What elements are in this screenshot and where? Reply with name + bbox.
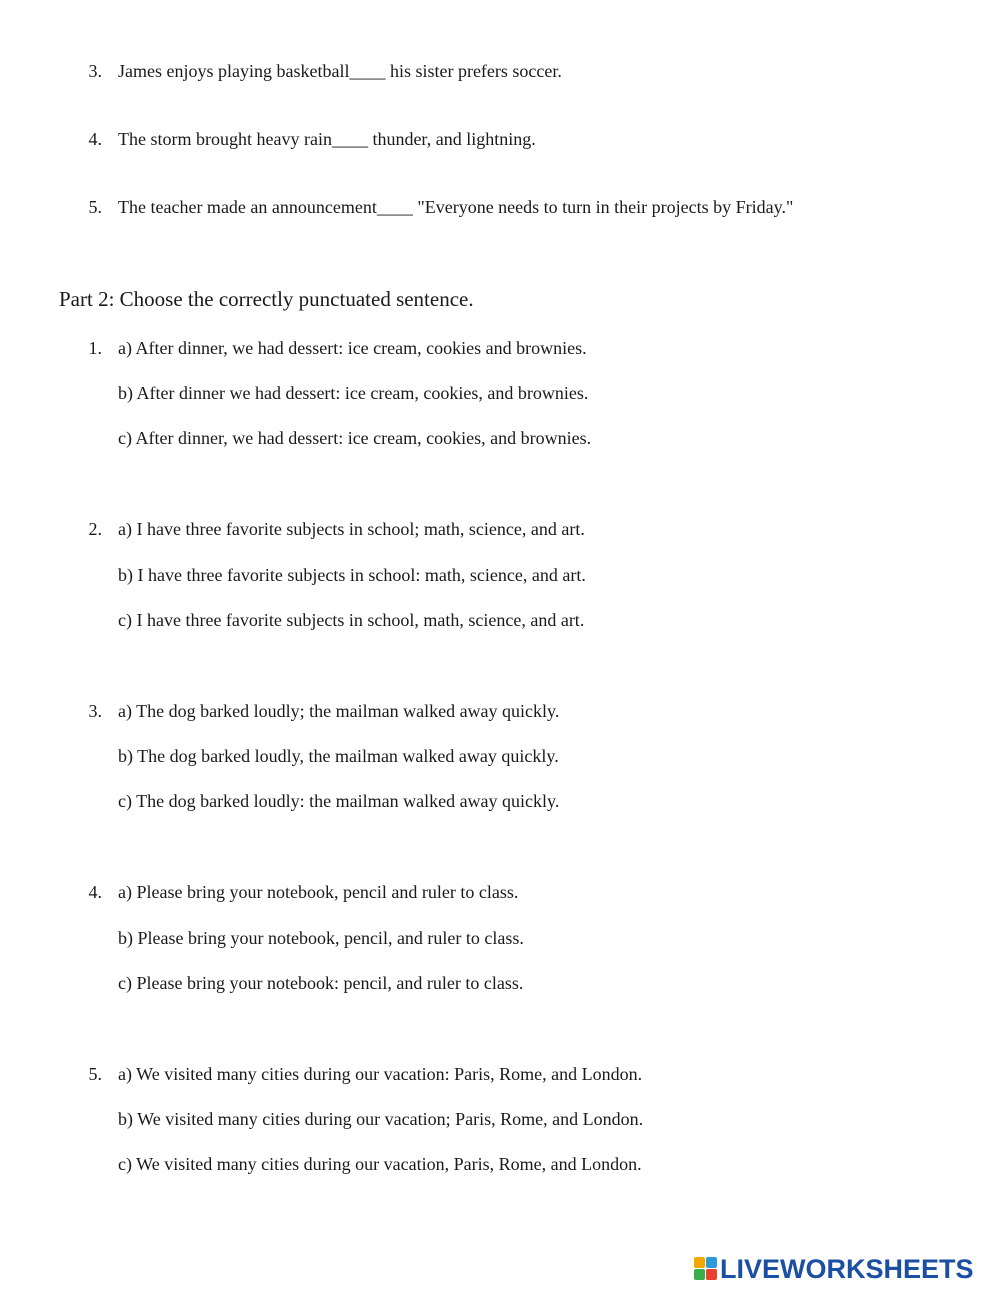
answer-option[interactable]: c) The dog barked loudly: the mailman walked away quickly. <box>118 791 560 811</box>
liveworksheets-logo-icon <box>694 1257 718 1281</box>
answer-option[interactable]: c) Please bring your notebook: pencil, and ruler to class. <box>118 973 524 993</box>
answer-option[interactable]: b) After dinner we had dessert: ice cream, cookies, and brownies. <box>118 383 589 403</box>
answer-option[interactable]: b) We visited many cities during our vacation; Paris, Rome, and London. <box>118 1109 644 1129</box>
answer-option[interactable]: a) The dog barked loudly; the mailman walked away quickly. <box>118 701 560 721</box>
answer-option[interactable]: c) We visited many cities during our vacation, Paris, Rome, and London. <box>118 1154 642 1174</box>
answer-option[interactable]: a) We visited many cities during our vacation: Paris, Rome, and London. <box>118 1064 643 1084</box>
item-number: 4. <box>88 129 102 149</box>
answer-option[interactable]: c) After dinner, we had dessert: ice cream, cookies, and brownies. <box>118 428 592 448</box>
answer-option[interactable]: b) The dog barked loudly, the mailman walked away quickly. <box>118 746 559 766</box>
item-text: The teacher made an announcement____ "Everyone needs to turn in their projects by Friday." <box>118 197 794 217</box>
item-text: James enjoys playing basketball____ his sister prefers soccer. <box>118 61 562 81</box>
logo-square-icon <box>694 1257 705 1268</box>
section-heading: Part 2: Choose the correctly punctuated sentence. <box>59 287 474 311</box>
answer-option[interactable]: c) I have three favorite subjects in school, math, science, and art. <box>118 610 585 630</box>
question-number: 3. <box>88 701 102 721</box>
answer-option[interactable]: a) Please bring your notebook, pencil and ruler to class. <box>118 882 519 902</box>
item-number: 3. <box>88 61 102 81</box>
answer-option[interactable]: b) Please bring your notebook, pencil, and ruler to class. <box>118 928 524 948</box>
logo-square-icon <box>706 1269 717 1280</box>
logo-text: LIVEWORKSHEETS <box>720 1254 974 1284</box>
liveworksheets-logo <box>694 1256 974 1282</box>
answer-option[interactable]: a) I have three favorite subjects in school; math, science, and art. <box>118 519 585 539</box>
question-number: 2. <box>88 519 102 539</box>
item-text: The storm brought heavy rain____ thunder, and lightning. <box>118 129 536 149</box>
question-number: 4. <box>88 882 102 902</box>
logo-square-icon <box>706 1257 717 1268</box>
answer-option[interactable]: a) After dinner, we had dessert: ice cream, cookies and brownies. <box>118 338 587 358</box>
logo-square-icon <box>694 1269 705 1280</box>
answer-option[interactable]: b) I have three favorite subjects in school: math, science, and art. <box>118 565 586 585</box>
item-number: 5. <box>88 197 102 217</box>
question-number: 5. <box>88 1064 102 1084</box>
question-number: 1. <box>88 338 102 358</box>
